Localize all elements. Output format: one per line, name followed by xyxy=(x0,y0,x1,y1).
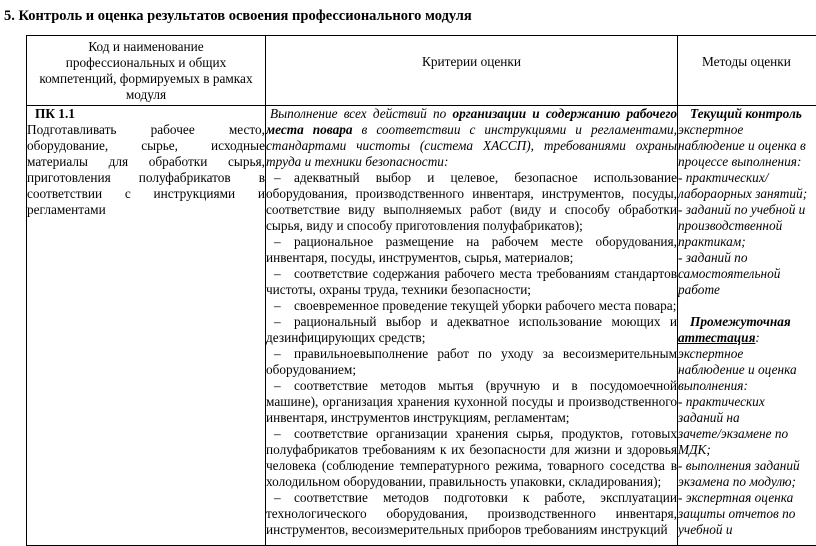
interim-line: МДК; xyxy=(678,442,816,458)
current-control-line: процессе выполнения: xyxy=(678,154,816,170)
current-control-line: - практических/ xyxy=(678,170,816,186)
interim-line: экзамена по модулю; xyxy=(678,474,816,490)
header-competencies xyxy=(27,36,266,106)
interim-line: - экспертная оценка xyxy=(678,490,816,506)
criteria-text: адекватный выбор и целевое, безопасное использование оборудования, производственного инвентаря, инструментов, посуды, соответствие виду выполняемых работ (виду и способу обработки сырья, виду и способу приготовления полуфабрикатов); xyxy=(266,170,677,233)
interim-line: экспертное xyxy=(678,346,816,362)
criteria-item xyxy=(266,298,677,314)
interim-line: учебной и xyxy=(678,522,816,538)
criteria-lead-end: в соответствии с инструкциями и регламентами, стандартами чистоты (система ХАССП), требованиями охраны труда и техники безопасности: xyxy=(266,122,677,169)
criteria-item xyxy=(266,378,677,426)
current-control-title: Текущий контроль xyxy=(678,106,816,122)
criteria-list xyxy=(266,170,677,538)
criteria-lead-start: Выполнение всех действий по xyxy=(270,106,452,121)
interim-line: - практических xyxy=(678,394,816,410)
criteria-text: соответствие содержания рабочего места требованиям стандартов чистоты, охраны труда, техники безопасности; xyxy=(266,266,677,297)
dash-marker: – xyxy=(266,170,294,186)
interim-title-word: Промежуточная xyxy=(690,314,791,329)
interim-attestation: аттестация xyxy=(678,330,755,345)
interim-title-line xyxy=(678,330,816,346)
criteria-lead xyxy=(266,106,677,170)
interim-line: защиты отчетов по xyxy=(678,506,816,522)
dash-marker: – xyxy=(266,378,294,394)
current-control-line: наблюдение и оценка в xyxy=(678,138,816,154)
interim-line: заданий на xyxy=(678,410,816,426)
section-heading: 5. Контроль и оценка результатов освоения профессионального модуля xyxy=(4,8,472,25)
dash-marker: – xyxy=(266,346,294,362)
criteria-item xyxy=(266,266,677,298)
current-control-line: производственной xyxy=(678,218,816,234)
current-control-line: экспертное xyxy=(678,122,816,138)
interim-title xyxy=(678,314,816,330)
current-control-line: лабораорных занятий; xyxy=(678,186,816,202)
criteria-text: соответствие методов мытья (вручную и в посудомоечной машине), организация хранения кухонной посуды и производственного инвентаря, инструментов инструкциям, регламентам; xyxy=(266,378,677,425)
interim-line: зачете/экзамене по xyxy=(678,426,816,442)
criteria-text: рациональное размещение на рабочем месте оборудования, инвентаря, посуды, инструментов, сырья, материалов; xyxy=(266,234,677,265)
table-row xyxy=(27,106,816,546)
methods-cell xyxy=(678,106,816,546)
competency-code: ПК 1.1 xyxy=(27,106,265,122)
criteria-text: рациональный выбор и адекватное использование моющих и дезинфицирующих средств; xyxy=(266,314,677,345)
interim-list xyxy=(678,346,816,538)
criteria-item xyxy=(266,170,677,234)
interim-line: наблюдение и оценка xyxy=(678,362,816,378)
criteria-item xyxy=(266,490,677,538)
dash-marker: – xyxy=(266,490,294,506)
criteria-item xyxy=(266,234,677,266)
criteria-item xyxy=(266,426,677,490)
current-control-line: самостоятельной xyxy=(678,266,816,282)
interim-colon: : xyxy=(755,330,759,345)
table-header-row xyxy=(27,36,816,106)
competency-cell xyxy=(27,106,266,546)
current-control-list xyxy=(678,122,816,298)
header-methods-label: Методы оценки xyxy=(678,36,816,70)
criteria-cell xyxy=(266,106,678,546)
header-competencies-label: Код и наименование профессиональных и общих компетенций, формируемых в рамках модуля xyxy=(27,36,265,105)
header-criteria-label: Критерии оценки xyxy=(266,36,677,70)
dash-marker: – xyxy=(266,234,294,250)
dash-marker: – xyxy=(266,426,294,442)
header-criteria xyxy=(266,36,678,106)
dash-marker: – xyxy=(266,298,294,314)
current-control-line: практикам; xyxy=(678,234,816,250)
competency-description: Подготавливать рабочее место, оборудование, сырье, исходные материалы для обработки сырья, приготовления полуфабрикатов в соответствии с инструкциями и регламентами xyxy=(27,122,265,218)
current-control-line: - заданий по xyxy=(678,250,816,266)
criteria-lead-bold: организации и содержанию рабочего места повара xyxy=(266,106,677,137)
criteria-text: своевременное проведение текущей уборки рабочего места повара; xyxy=(294,298,676,313)
interim-line: выполнения: xyxy=(678,378,816,394)
criteria-item xyxy=(266,346,677,378)
dash-marker: – xyxy=(266,314,294,330)
criteria-item xyxy=(266,314,677,346)
assessment-table xyxy=(26,35,816,546)
criteria-text: соответствие методов подготовки к работе, эксплуатации технологического оборудования, производственного инвентаря, инструментов, весоизмерительных приборов требованиям инструкций xyxy=(266,490,677,537)
interim-line: - выполнения заданий xyxy=(678,458,816,474)
current-control-line: работе xyxy=(678,282,816,298)
criteria-text: правильноевыполнение работ по уходу за весоизмерительным оборудованием; xyxy=(266,346,677,377)
dash-marker: – xyxy=(266,266,294,282)
header-methods xyxy=(678,36,816,106)
criteria-text: соответствие организации хранения сырья, продуктов, готовых полуфабрикатов требованиям к их безопасности для жизни и здоровья человека (соблюдение температурного режима, товарного соседства в холодильном оборудовании, правильность упаковки, складирования); xyxy=(266,426,677,489)
current-control-line: - заданий по учебной и xyxy=(678,202,816,218)
